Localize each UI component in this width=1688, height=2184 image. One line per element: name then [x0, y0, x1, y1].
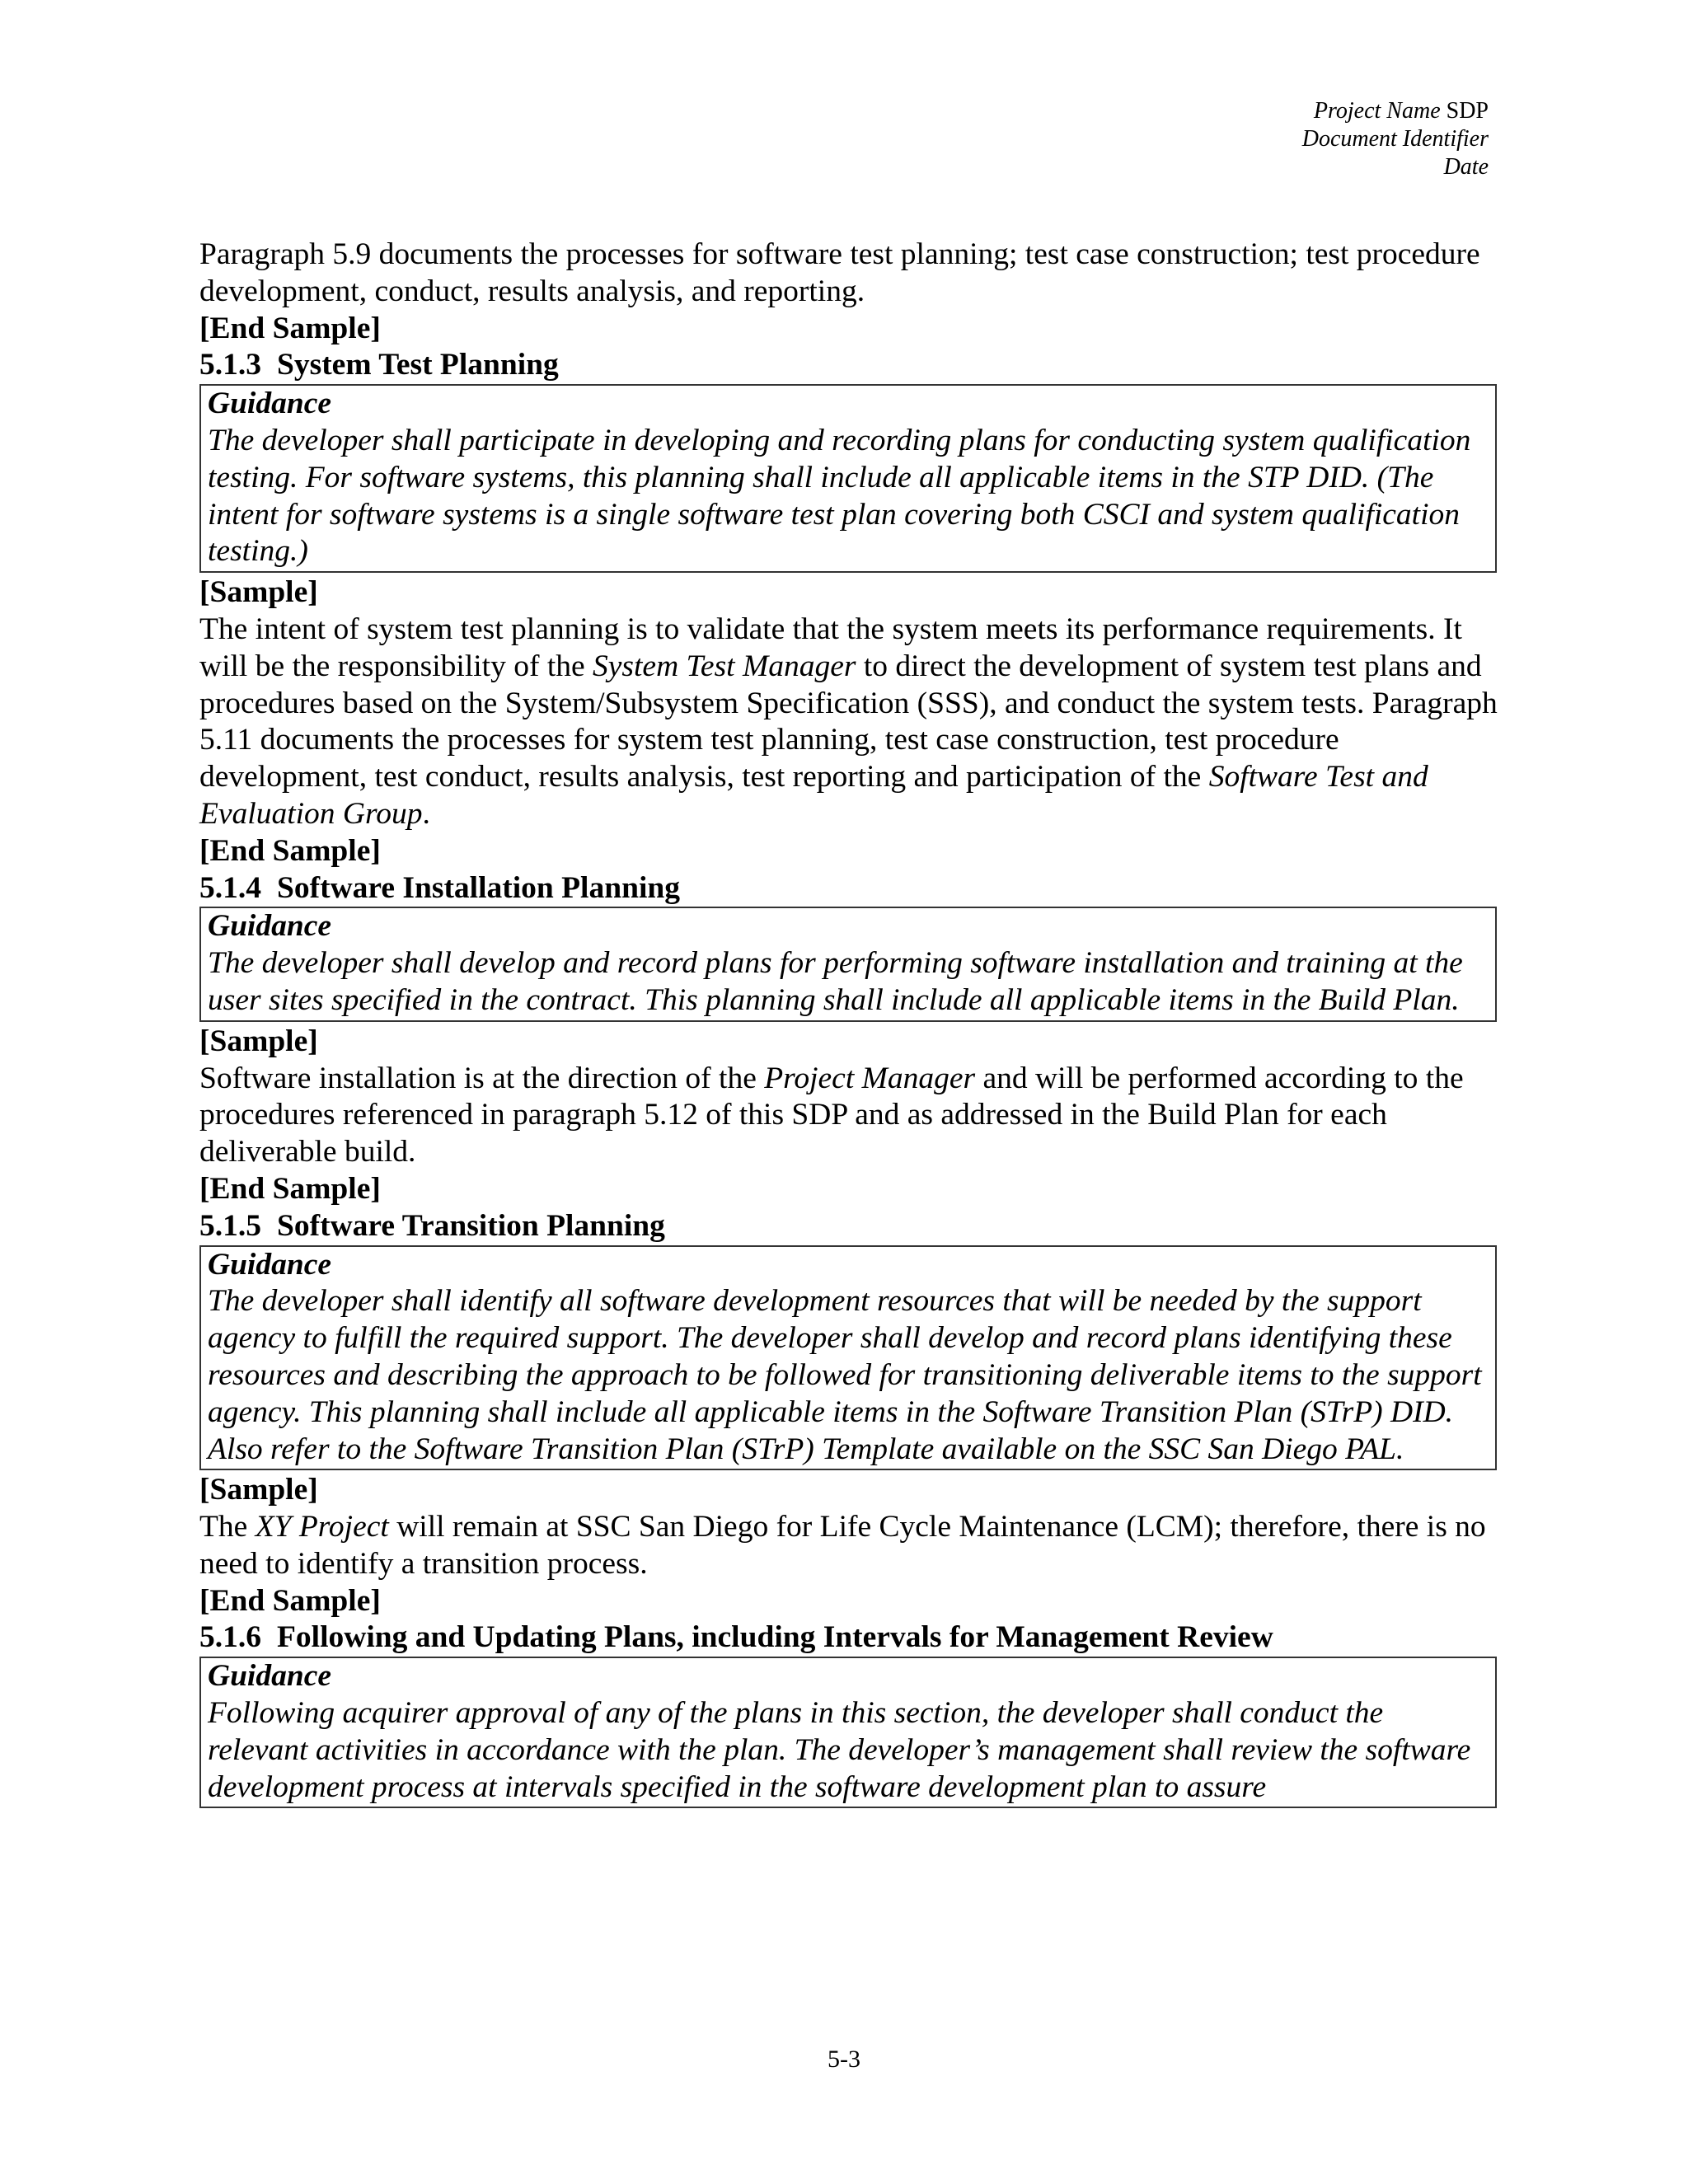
section-title: Software Installation Planning: [277, 870, 680, 905]
guidance-box: [199, 1245, 1497, 1471]
sample-paragraph: Software installation is at the direction of the Project Manager and will be performed according to the procedures referenced in paragraph 5.12 of this SDP and as addressed in the Build Plan for each deliverable build.: [199, 1061, 1464, 1169]
end-sample-label: [End Sample]: [199, 1583, 381, 1618]
guidance-label: Guidance: [208, 1247, 331, 1282]
section-number: 5.1.6: [199, 1620, 261, 1655]
header-project-suffix: SDP: [1440, 98, 1489, 124]
section-number: 5.1.3: [199, 348, 261, 382]
document-body: [199, 237, 1500, 1810]
guidance-label: Guidance: [208, 1659, 331, 1694]
project-name: XY Project: [255, 1510, 389, 1544]
intro-paragraph: Paragraph 5.9 documents the processes for software test planning; test case construction; test procedure development, conduct, results analysis, and reporting.: [199, 237, 1480, 308]
sample-label: [Sample]: [199, 575, 318, 610]
guidance-label: Guidance: [208, 909, 331, 944]
role-name: System Test Manager: [593, 649, 856, 683]
guidance-label: Guidance: [208, 387, 331, 421]
group-name: Software Test and Evaluation Group: [199, 760, 1428, 831]
sample-label: [Sample]: [199, 1473, 318, 1507]
guidance-box: [199, 1657, 1497, 1808]
guidance-text: The developer shall develop and record plans for performing software installation and training at the user sites specified in the contract. This planning shall include all applicable items in the Build Plan.: [208, 946, 1463, 1017]
sample-label: [Sample]: [199, 1024, 318, 1058]
header-doc-id: Document Identifier: [1301, 126, 1489, 152]
sample-paragraph: The XY Project will remain at SSC San Diego for Life Cycle Maintenance (LCM); therefore, there is no need to identify a transition process.: [199, 1510, 1486, 1581]
section-heading-5-1-4: [199, 870, 1500, 907]
section-title: Software Transition Planning: [277, 1208, 665, 1243]
end-sample-label: [End Sample]: [199, 311, 381, 345]
role-name: Project Manager: [764, 1061, 976, 1095]
section-title: System Test Planning: [277, 348, 559, 382]
sample-paragraph: The intent of system test planning is to validate that the system meets its performance requirements. It will be the responsibility of the System Test Manager to direct the development of system test plans and procedures based on the System/Subsystem Specification (SSS), and conduct the system tests. Paragraph 5.11 documents the processes for system test planning, test case construction, test procedure development, test conduct, results analysis, test reporting and participation of the Software Test and Evaluation Group.: [199, 612, 1498, 831]
end-sample-label: [End Sample]: [199, 833, 381, 868]
header-project-name: Project Name: [1313, 98, 1441, 124]
section-number: 5.1.4: [199, 870, 261, 905]
guidance-box: [199, 907, 1497, 1021]
header-project-line: [1302, 97, 1489, 125]
guidance-text: The developer shall participate in developing and recording plans for conducting system qualification testing. For software systems, this planning shall include all applicable items in the STP DID. (The intent for software systems is a single software test plan covering both CSCI and system qualification testing.): [208, 423, 1471, 569]
guidance-text: The developer shall identify all software development resources that will be needed by the support agency to fulfill the required support. The developer shall develop and record plans identifying these resources and describing the approach to be followed for transitioning deliverable items to the support agency. This planning shall include all applicable items in the Software Transition Plan (STrP) DID.: [208, 1284, 1482, 1429]
running-header: [1302, 97, 1489, 181]
section-heading-5-1-6: [199, 1619, 1500, 1657]
end-sample-label: [End Sample]: [199, 1171, 381, 1206]
header-date: Date: [1443, 154, 1489, 180]
page-number: 5-3: [828, 2046, 860, 2073]
section-number: 5.1.5: [199, 1208, 261, 1243]
guidance-text-reference: Also refer to the Software Transition Plan (STrP) Template available on the SSC San Diego PAL.: [208, 1432, 1404, 1466]
guidance-box: [199, 384, 1497, 573]
section-heading-5-1-3: [199, 347, 1500, 384]
section-heading-5-1-5: [199, 1208, 1500, 1245]
section-title: Following and Updating Plans, including Intervals for Management Review: [277, 1620, 1273, 1655]
guidance-text: Following acquirer approval of any of the plans in this section, the developer shall conduct the relevant activities in accordance with the plan. The developer’s management shall review the software development process at intervals specified in the software development plan to assure: [208, 1696, 1471, 1804]
